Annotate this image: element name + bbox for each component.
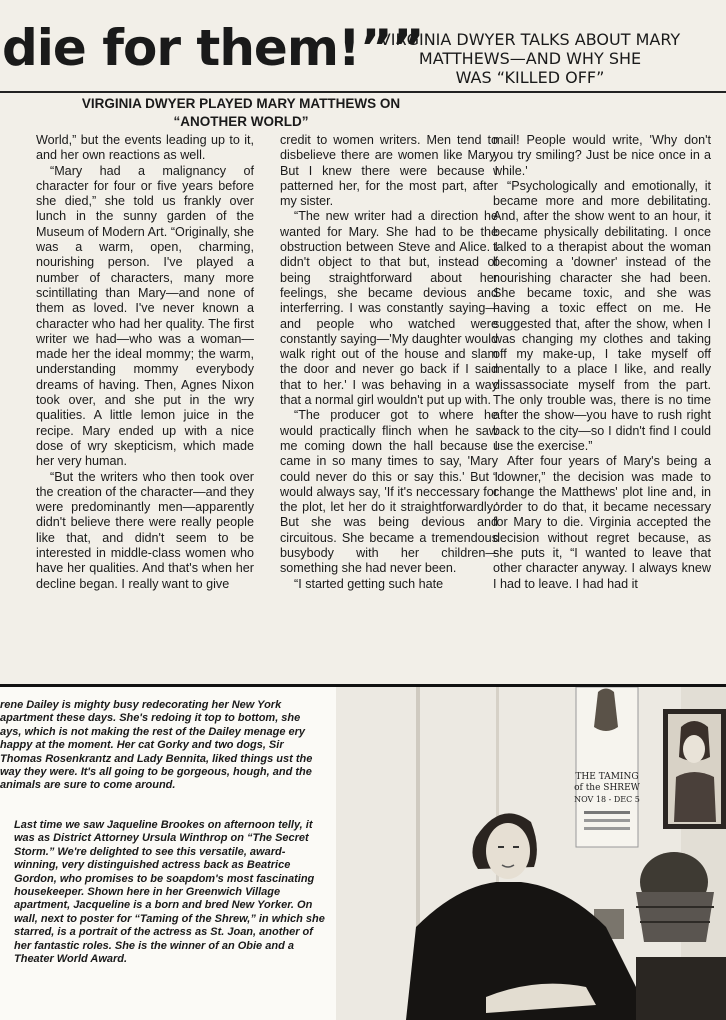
photo-illustration (336, 687, 726, 1020)
divider (0, 91, 726, 93)
basket (636, 892, 714, 942)
paragraph: “The producer got to where he would practically flinch when he saw me coming down the hall because I came in so many times to say, 'Mary could never do this or say this.' But I would always say, 'If it's neccessary for the plot, let her do it straightforwardly.' But she was being devious and circuitous. She became a tremendous busybody with her children—something she had never been. (280, 408, 498, 576)
poster-dates: NOV 18 - DEC 5 (574, 795, 640, 804)
paragraph: “I started getting such hate (294, 576, 444, 591)
paragraph: “Mary had a malignancy of character for four or five years before she died,” she told us frankly over lunch in the sunny garden of the Museum of Modern Art. “Originally, she was a warm, open, charming, nourishing person. I've played a number of characters, many more scintillating than Mary—and none of them as loved. I've never known a character who had her quality. The first writer we had—who was a woman—made her the ideal mommy; the warm, understanding mommy everybody dreams of having. Then, Agnes Nixon took over, and she put in the wry qualities. A little lemon juice in the recipe. Mary ended up with a nice dose of wry skepticism, which made her very human. (36, 163, 254, 469)
headline (0, 0, 726, 92)
paragraph: credit to women writers. Men tend to disbelieve there are women like Mary. But I knew there were because I patterned her, for the most part, after my sister. (280, 133, 498, 209)
poster-title: THE TAMING (575, 772, 639, 782)
paragraph: After four years of Mary's being a “downer,” the decision was made to change the Matthews' plot line and, in order to do that, it became necessary for Mary to die. Virginia accepted the decision without regret because, as she puts it, “I wanted to leave that other character anyway. I always knew I had to leave. I had had it (493, 454, 711, 591)
caption-brookes: Last time we saw Jaqueline Brookes on afternoon telly, it was as District Attorney Ursula Winthrop on “The Secret Storm.” We're delighted to see this versatile, award-winning, very distinguished actress back as Beatrice Gordon, who promises to be soapdom's most fascinating housekeeper. Shown here in her Greenwich Village apartment, Jacqueline is a born and bred New Yorker. On wall, next to poster for “Taming of the Shrew,” in which she starred, is a portrait of the actress as St. Joan, another of her fantastic roles. She is the winner of an Obie and a Theater World Award. (14, 819, 325, 966)
photo-section (0, 684, 726, 1020)
paragraph: “The new writer had a direction he wanted for Mary. She had to be the obstruction between Steve and Alice. I didn't object to that but, instead of being straightforward about her feelings, she became devious and interferring. I was constantly saying—and people who watched were constantly saying—'My daughter would walk right out of the house and slam the door and never go back if I said that to her.' I was behaving in a way that a normal girl wouldn't put up with. (280, 209, 499, 408)
paragraph: World,” but the events leading up to it, and her own reactions as well. (36, 133, 254, 163)
photo (336, 687, 726, 1020)
paragraph: mail! People would write, 'Why don't you try smiling? Just be nice once in a while.' (493, 133, 711, 178)
caption-dailey: rene Dailey is mighty busy redecorating her New York apartment these days. She's redoing it top to bottom, she ays, which is not making the rest of the Dailey menage ery happy at the moment. Her cat Gorky and two dogs, Sir Thomas Rosenkrantz and Lady Bennita, liked things ust the way they were. It's all going to be gorgeous, hough, and the animals are sure to come around. (0, 699, 313, 792)
article-column-2 (280, 133, 498, 592)
article-column-3 (493, 133, 711, 592)
paragraph: “Psychologically and emotionally, it became more and more debilitating. And, after the show went to an hour, it became physically debilitating. I once talked to a therapist about the woman becoming a 'downer' instead of the nourishing character she had been. She became toxic, and she was having a toxic effect on me. He suggested that, after the show, when I was changing my clothes and taking off my make-up, I take myself off mentally to a place I like, and really dissassociate myself from the part. The only trouble was, there is no time after the show—you have to rush right back to the city—so I didn't find I could use the exercise.” (493, 178, 711, 453)
svg-text:of the SHREW: of the SHREW (574, 783, 640, 793)
headline-deck: VIRGINIA DWYER TALKS ABOUT MARY MATTHEWS—AND WHY SHE WAS “KILLED OFF” (379, 30, 681, 87)
paragraph: “But the writers who then took over the creation of the character—and they were predominantly men—apparently didn't believe there were really people like that, and didn't seem to be interested in middle-class women who have her qualities. And that's when her decline began. I really want to give (36, 469, 254, 591)
article-column-1 (36, 133, 254, 592)
woman-face (486, 823, 530, 879)
article-subhead: VIRGINIA DWYER PLAYED MARY MATTHEWS ON “ANOTHER WORLD” (81, 96, 401, 129)
headline-title: die for them!”” (2, 19, 424, 77)
